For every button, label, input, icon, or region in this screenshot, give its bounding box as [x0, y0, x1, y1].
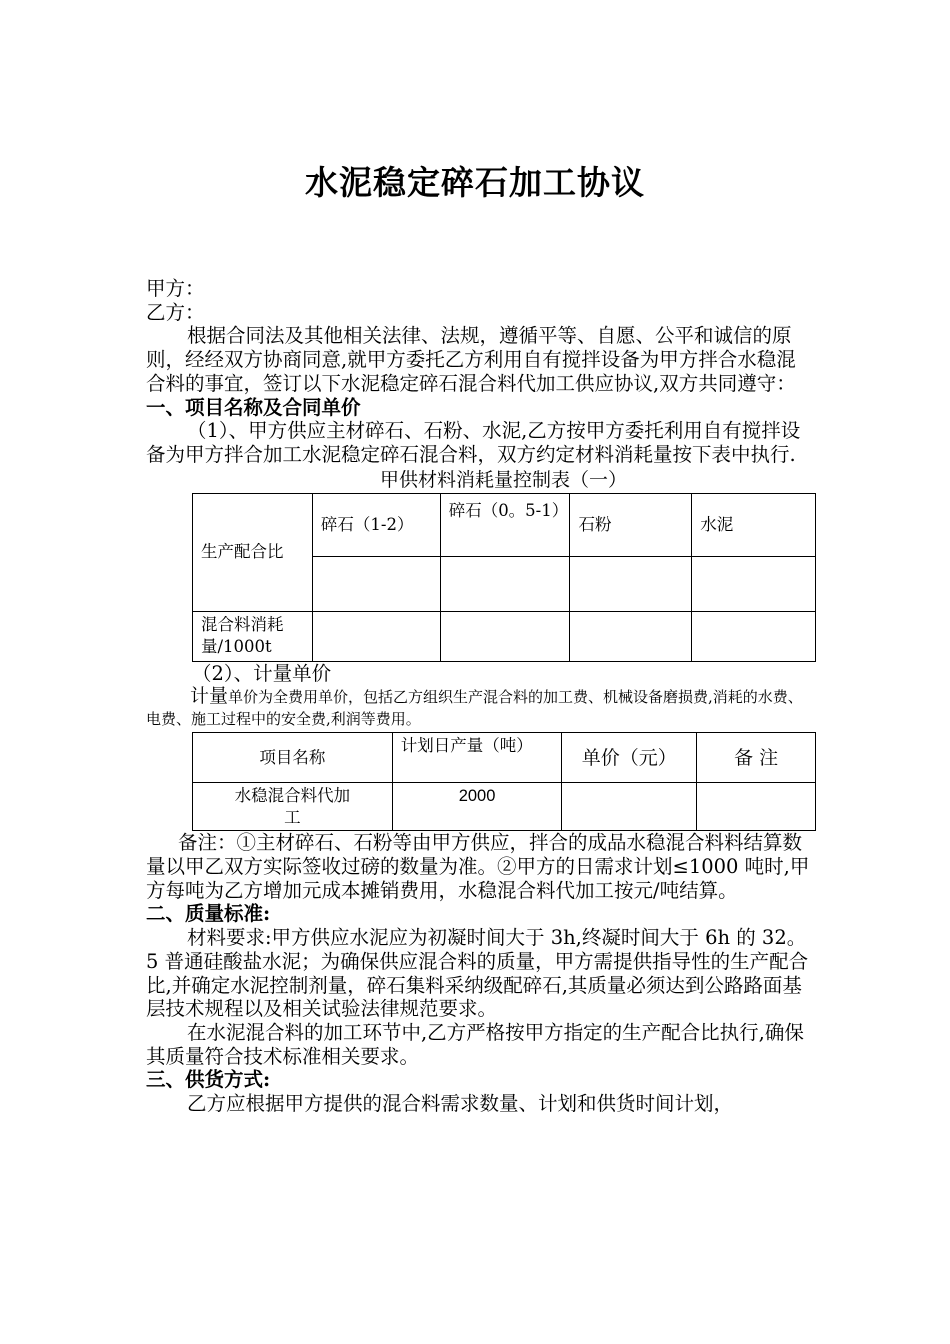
header-planned-output: 计划日产量（吨） — [392, 733, 562, 783]
section-2-paragraph-2: 在水泥混合料的加工环节中,乙方严格按甲方指定的生产配合比执行,确保其质量符合技术标准相关要求。 — [146, 1020, 804, 1068]
unit-price-table — [192, 732, 816, 831]
document-body — [146, 277, 811, 1116]
row-label-consumption: 混合料消耗量/1000t — [193, 611, 313, 661]
section-2-heading: 二、质量标准: — [146, 902, 271, 926]
header-gravel-1-2: 碎石（1-2） — [312, 493, 440, 556]
document-title: 水泥稳定碎石加工协议 — [305, 163, 645, 202]
header-project-name: 项目名称 — [193, 733, 393, 783]
table-cell — [570, 611, 692, 661]
party-b-line: 乙方： — [146, 300, 205, 324]
section-1-item-1: （1）、甲方供应主材碎石、石粉、水泥,乙方按甲方委托利用自有搅拌设备为甲方拌合加工水泥稳定碎石混合料，双方约定材料消耗量按下表中执行. — [146, 419, 801, 466]
cell-planned-output: 2000 — [392, 783, 562, 831]
section-1-item-2: （2）、计量单价 — [192, 661, 332, 685]
header-unit-price: 单价（元） — [562, 733, 697, 783]
table-cell — [692, 556, 816, 611]
section-2-paragraph-1: 材料要求:甲方供应水泥应为初凝时间大于 3h,终凝时间大于 6h 的 32。5 普通硅酸盐水泥；为确保供应混合料的质量，甲方需提供指导性的生产配合比,并确定水泥控制剂量，碎石集料采纳级配碎石,其质量必须达到公路路面基层技术规程以及相关试验法律规范要求。 — [146, 926, 809, 1021]
unit-price-text: 单价为全费用单价，包括乙方组织生产混合料的加工费、机械设备磨损费,消耗的水费、电费、施工过程中的安全费,利润等费用。 — [146, 688, 803, 729]
section-3-paragraph-1: 乙方应根据甲方提供的混合料需求数量、计划和供货时间计划， — [186, 1092, 733, 1116]
table-cell — [440, 556, 570, 611]
table-cell — [570, 556, 692, 611]
row-label-mix-ratio: 生产配合比 — [193, 493, 313, 611]
header-cement: 水泥 — [692, 493, 816, 556]
header-remarks: 备 注 — [697, 733, 816, 783]
note-paragraph: 备注：①主材碎石、石粉等由甲方供应，拌合的成品水稳混合料料结算数量以甲乙双方实际签收过磅的数量为准。②甲方的日需求计划≤1000 吨时,甲方每吨为乙方增加元成本摊销费用，水稳混合料代加工按元/吨结算。 — [146, 831, 810, 902]
section-3-heading: 三、供货方式: — [146, 1068, 271, 1092]
cell-remarks — [697, 783, 816, 831]
header-stone-powder: 石粉 — [570, 493, 692, 556]
material-consumption-table — [192, 493, 816, 662]
unit-price-description — [146, 685, 811, 730]
cell-project-name: 水稳混合料代加工 — [193, 783, 393, 831]
table-cell — [312, 611, 440, 661]
party-a-line: 甲方： — [146, 277, 205, 300]
table-1-caption: 甲供材料消耗量控制表（一） — [379, 468, 627, 491]
header-gravel-05-1: 碎石（0。5-1） — [440, 493, 570, 556]
intro-paragraph: 根据合同法及其他相关法律、法规，遵循平等、自愿、公平和诚信的原则，经经双方协商同意,就甲方委托乙方利用自有搅拌设备为甲方拌合水稳混合料的事宜，签订以下水泥稳定碎石混合料代加工供应协议,双方共同遵守： — [146, 324, 796, 395]
table-cell — [312, 556, 440, 611]
table-cell — [440, 611, 570, 661]
section-1-heading: 一、项目名称及合同单价 — [146, 395, 361, 419]
unit-price-lead: 计量 — [190, 685, 229, 708]
table-cell — [692, 611, 816, 661]
cell-unit-price — [562, 783, 697, 831]
